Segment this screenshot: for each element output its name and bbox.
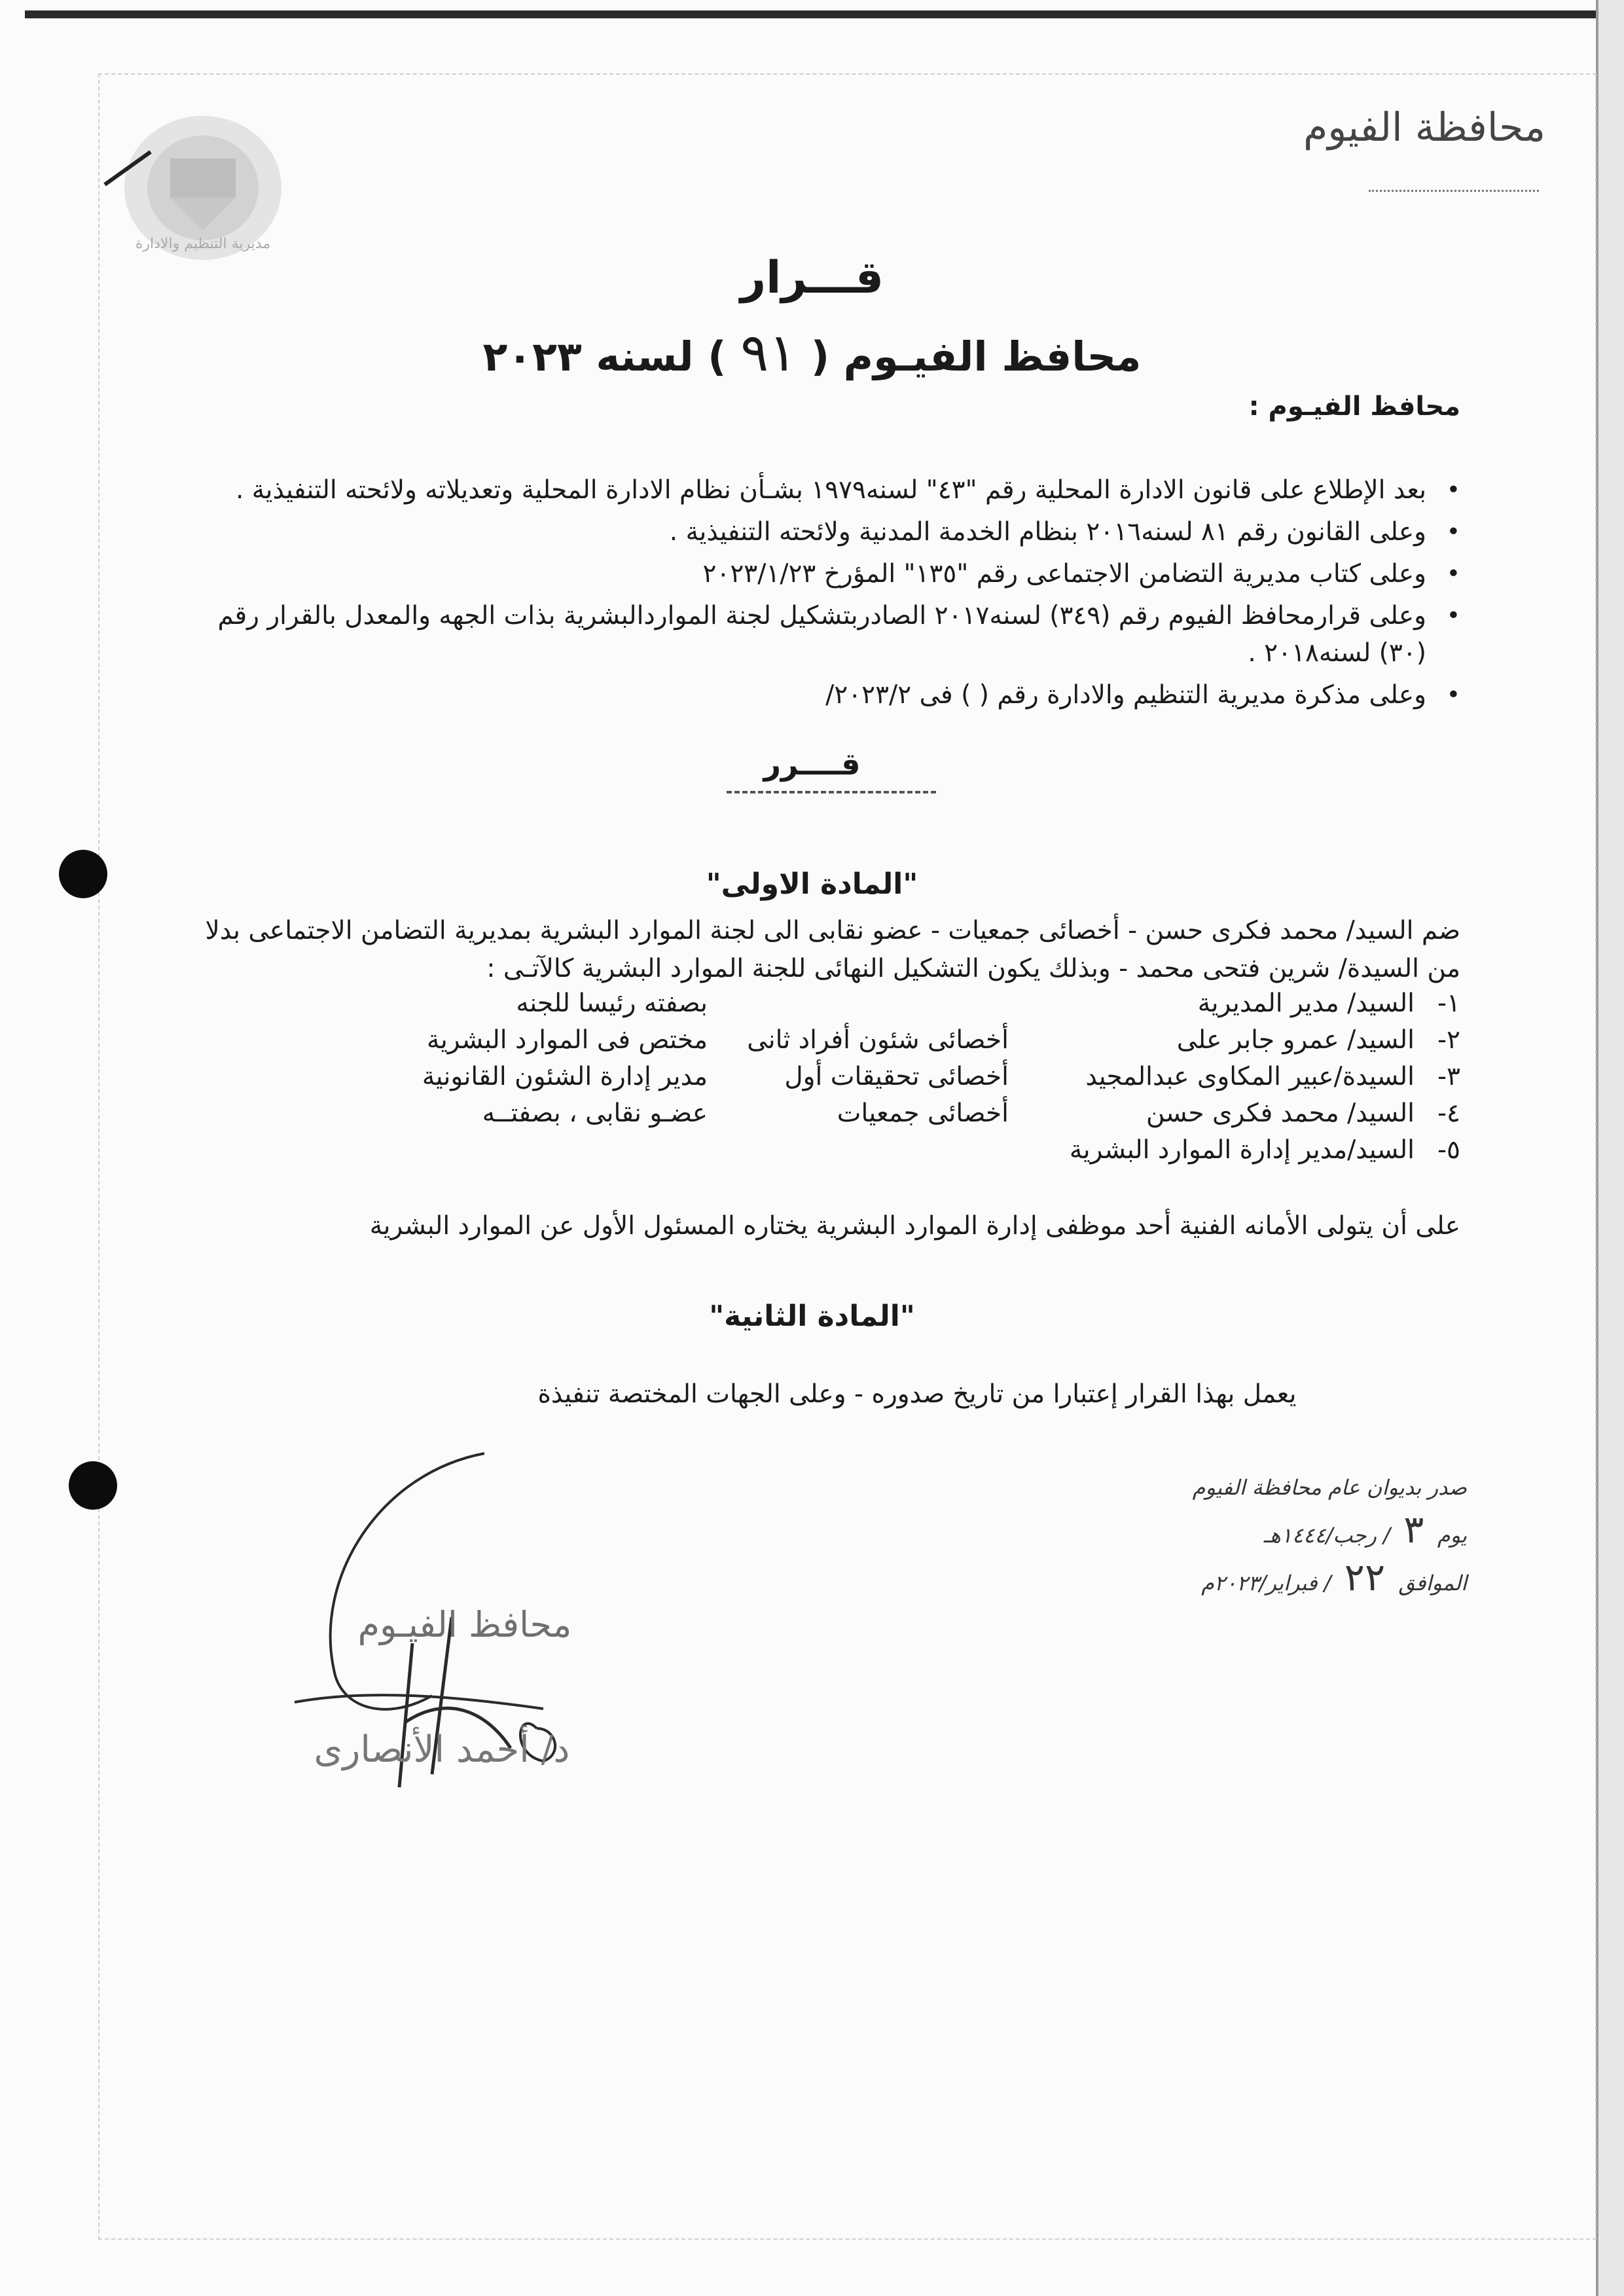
issuance-gregorian — [1009, 1556, 1467, 1604]
member-row — [164, 1025, 1460, 1062]
member-number: ٤- — [1437, 1099, 1460, 1128]
governorate-underline — [1369, 190, 1539, 197]
member-row — [164, 1135, 1460, 1172]
member-number: ٣- — [1437, 1062, 1460, 1091]
punch-hole-bottom — [69, 1461, 117, 1510]
governorate-name: محافظة الفيوم — [1303, 105, 1545, 151]
member-role: عضـو نقابى ، بصفتــه — [482, 1099, 708, 1128]
decision-number: ٩١ — [740, 322, 797, 383]
member-row — [164, 1099, 1460, 1135]
recital-item: • وعلى كتاب مديرية التضامن الاجتماعى رقم "١٣٥" المؤرخ ٢٠٢٣/١/٢٣ — [164, 555, 1460, 592]
member-name: السيد/ محمد فكرى حسن — [1146, 1099, 1415, 1128]
member-title: أخصائى تحقيقات أول — [784, 1062, 1009, 1091]
decide-underline — [727, 791, 936, 797]
member-role: بصفته رئيسا للجنه — [516, 989, 708, 1018]
recital-item: • وعلى قرارمحافظ الفيوم رقم (٣٤٩) لسنه٢٠١٧ الصادربتشكيل لجنة المواردالبشرية بذات الجهه والمعدل بالقرار رقم (٣٠) لسنه٢٠١٨ . — [164, 597, 1460, 672]
muwafiq-label: الموافق — [1398, 1571, 1467, 1595]
article-2-heading: "المادة الثانية" — [709, 1300, 915, 1333]
recital-item: • بعد الإطلاع على قانون الادارة المحلية رقم "٤٣" لسنه١٩٧٩ بشـأن نظام الادارة المحلية وتعديلاته ولائحته التنفيذية . — [164, 471, 1460, 509]
article-1-paragraph: ضم السيد/ محمد فكرى حسن - أخصائى جمعيات - عضو نقابى الى لجنة الموارد البشرية بمديرية التضامن الاجتماعى بدلا من السيدة/ شرين فتحى محمد - وبذلك يكون التشكيل النهائى للجنة الموارد البشرية كالآتـى : — [205, 916, 1460, 983]
article-1-heading: "المادة الاولى" — [706, 867, 918, 901]
member-role: مختص فى الموارد البشرية — [427, 1025, 708, 1055]
member-number: ٢- — [1437, 1025, 1460, 1055]
member-name: السيد/ مدير المديرية — [1197, 989, 1415, 1018]
issuance-line: صدر بديوان عام محافظة الفيوم — [1192, 1475, 1467, 1500]
member-name: السيد/مدير إدارة الموارد البشرية — [1069, 1135, 1415, 1165]
signatory-title: محافظ الفيـوم — [357, 1604, 572, 1645]
day-label: يوم — [1437, 1523, 1467, 1548]
member-row — [164, 1062, 1460, 1099]
member-title: أخصائى شئون أفراد ثانى — [747, 1025, 1009, 1055]
member-name: السيدة/عبير المكاوى عبدالمجيد — [1085, 1062, 1415, 1091]
member-number: ١- — [1437, 989, 1460, 1018]
member-row — [164, 989, 1460, 1025]
greg-day-handwritten: ٢٢ — [1344, 1555, 1386, 1599]
article-2-paragraph: يعمل بهذا القرار إعتبارا من تاريخ صدوره - وعلى الجهات المختصة تنفيذة — [537, 1379, 1297, 1409]
subtitle-prefix: محافظ الفيـوم ( — [810, 333, 1142, 380]
member-number: ٥- — [1437, 1135, 1460, 1165]
committee-members — [164, 989, 1460, 1172]
recital-item: • وعلى القانون رقم ٨١ لسنه٢٠١٦ بنظام الخدمة المدنية ولائحته التنفيذية . — [164, 513, 1460, 551]
signatory-name: د/ أحمد الأنصارى — [314, 1728, 570, 1771]
decision-subtitle — [0, 322, 1624, 383]
decide-heading: قــــرر — [763, 746, 861, 782]
subtitle-suffix: ) لسنه ٢٠٢٣ — [482, 333, 727, 380]
recitals-list — [164, 471, 1460, 718]
scan-top-border — [25, 10, 1596, 18]
recital-item: • وعلى مذكرة مديرية التنظيم والادارة رقم ( ) فى ٢٠٢٣/٢/ — [164, 676, 1460, 714]
member-name: السيد/ عمرو جابر على — [1176, 1025, 1415, 1055]
gregorian-date: / فبراير/٢٠٢٣م — [1201, 1571, 1331, 1595]
secretariat-clause: على أن يتولى الأمانه الفنية أحد موظفى إدارة الموارد البشرية يختاره المسئول الأول عن الموارد البشرية — [369, 1211, 1460, 1241]
decision-title: قـــرار — [740, 252, 884, 304]
addressee: محافظ الفيـوم : — [1248, 392, 1460, 422]
issuance-block — [1009, 1467, 1467, 1604]
issuance-hijri — [1009, 1508, 1467, 1556]
member-role: مدير إدارة الشئون القانونية — [422, 1062, 708, 1091]
day-handwritten: ٣ — [1403, 1507, 1424, 1552]
member-title: أخصائى جمعيات — [837, 1099, 1009, 1128]
logo-caption: مديرية التنظيم والادارة — [135, 236, 271, 252]
hijri-date: / رجب/١٤٤٤هـ — [1263, 1523, 1390, 1548]
